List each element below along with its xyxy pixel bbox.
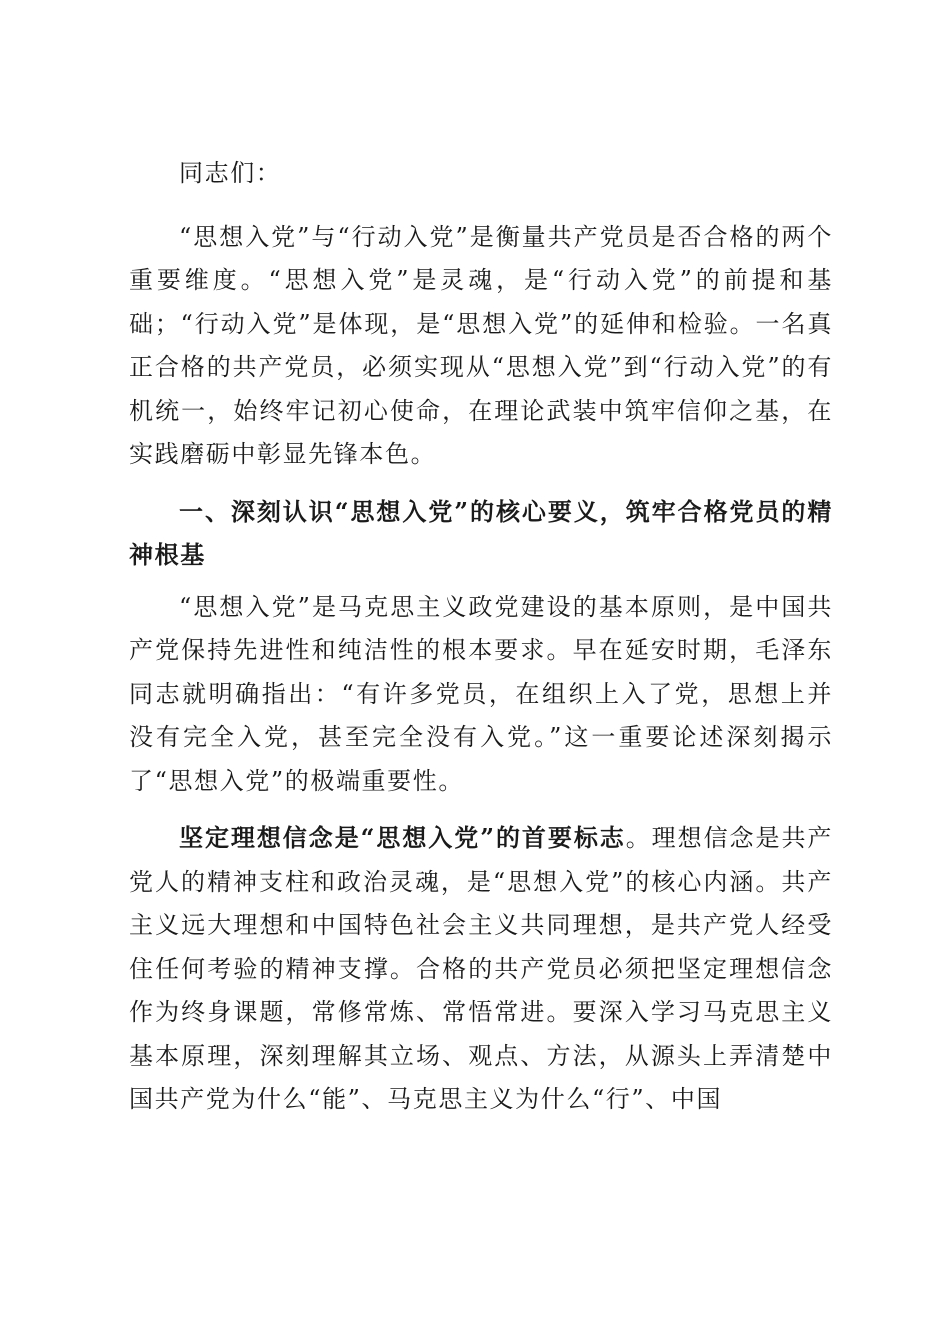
paragraph-intro: “思想入党”与“行动入党”是衡量共产党员是否合格的两个重要维度。“思想入党”是灵魂，是“行动入党”的前提和基础；“行动入党”是体现，是“思想入党”的延伸和检验。一名真正合格的共产党员，必须实现从“思想入党”到“行动入党”的有机统一，始终牢记初心使命，在理论武装中筑牢信仰之基，在实践磨砺中彰显先锋本色。	[129, 222, 833, 468]
paragraph-body: 。理想信念是共产党人的精神支柱和政治灵魂，是“思想入党”的核心内涵。共产主义远大理想和中国特色社会主义共同理想，是共产党人经受住任何考验的精神支撑。合格的共产党员必须把坚定理想信念作为终身课题，常修常炼、常悟常进。要深入学习马克思主义基本原理，深刻理解其立场、观点、方法，从源头上弄清楚中国共产党为什么“能”、马克思主义为什么“行”、中国	[129, 824, 833, 1113]
greeting: 同志们：	[179, 159, 282, 187]
paragraph-ideals	[129, 816, 833, 1122]
document-page	[129, 152, 833, 1122]
section-heading-1: 一、深刻认识“思想入党”的核心要义，筑牢合格党员的精神根基	[129, 496, 833, 569]
paragraph-lead-sentence: 坚定理想信念是“思想入党”的首要标志	[179, 823, 626, 852]
paragraph-section-1: “思想入党”是马克思主义政党建设的基本原则，是中国共产党保持先进性和纯洁性的根本要求。早在延安时期，毛泽东同志就明确指出：“有许多党员，在组织上入了党，思想上并没有完全入党，甚至完全没有入党。”这一重要论述深刻揭示了“思想入党”的极端重要性。	[129, 592, 833, 795]
